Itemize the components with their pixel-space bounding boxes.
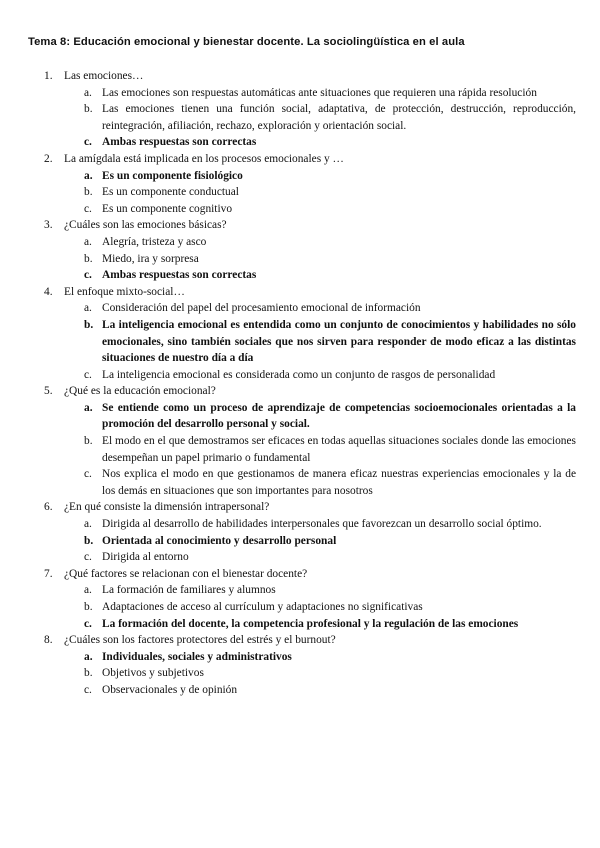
option-list [64, 168, 576, 218]
answer-option [64, 300, 576, 317]
question-item [44, 383, 576, 499]
correct-option [64, 317, 576, 367]
option-letter: a. [84, 302, 92, 315]
option-text: Adaptaciones de acceso al currículum y adaptaciones no significativas [102, 601, 423, 613]
answer-option [64, 466, 576, 499]
question-number: 4. [44, 285, 53, 298]
option-text: Orientada al conocimiento y desarrollo personal [102, 534, 337, 547]
option-text: La inteligencia emocional es entendida como un conjunto de conocimientos y habilidades no sólo emocionales, sino también sociales que nos sirven para responder de modo eficaz a las distintas situaciones de nuestro día a día [102, 318, 576, 365]
answer-option [64, 599, 576, 616]
question-text: El enfoque mixto-social… [64, 285, 185, 298]
option-letter: b. [84, 186, 93, 199]
option-text: Observacionales y de opinión [102, 683, 238, 696]
option-letter: b. [84, 103, 93, 116]
answer-option [64, 101, 576, 134]
question-item [44, 68, 576, 151]
option-letter: c. [84, 368, 92, 381]
option-list [64, 85, 576, 151]
option-text: La formación de familiares y alumnos [102, 584, 276, 597]
answer-option [64, 234, 576, 251]
option-list [64, 400, 576, 500]
option-text: Es un componente fisiológico [102, 169, 243, 182]
option-letter: c. [84, 617, 92, 630]
option-letter: b. [84, 667, 93, 680]
question-number: 6. [44, 501, 53, 514]
option-text: Se entiende como un proceso de aprendizaje de competencias socioemocionales orientadas a la promoción del desarrollo personal y social. [102, 401, 576, 431]
option-text: Nos explica el modo en que gestionamos de manera eficaz nuestras experiencias emocionales y la de los demás en situaciones que son importantes para nosotros [102, 468, 576, 497]
correct-option [64, 168, 576, 185]
option-text: Alegría, tristeza y asco [102, 235, 207, 248]
document-title: Tema 8: Educación emocional y bienestar docente. La sociolingüística en el aula [28, 36, 465, 48]
correct-option [64, 267, 576, 284]
correct-option [64, 649, 576, 666]
option-letter: b. [84, 534, 94, 547]
option-letter: a. [84, 650, 93, 663]
question-item [44, 499, 576, 565]
option-text: Dirigida al desarrollo de habilidades interpersonales que favorezcan un desarrollo social óptimo. [102, 518, 542, 531]
option-text: La inteligencia emocional es considerada como un conjunto de rasgos de personalidad [102, 368, 496, 381]
question-item [44, 632, 576, 698]
question-text: ¿Cuáles son los factores protectores del estrés y el burnout? [64, 634, 336, 647]
option-letter: b. [84, 601, 93, 613]
answer-option [64, 85, 576, 102]
option-list [64, 582, 576, 632]
correct-option [64, 616, 576, 633]
answer-option [64, 682, 576, 699]
option-list [64, 649, 576, 699]
answer-option [64, 433, 576, 466]
option-letter: a. [84, 401, 93, 414]
question-number: 5. [44, 385, 53, 398]
answer-option [64, 251, 576, 268]
option-text: Ambas respuestas son correctas [102, 269, 257, 282]
option-text: Individuales, sociales y administrativos [102, 650, 292, 663]
option-letter: a. [84, 518, 92, 531]
option-text: Es un componente conductual [102, 186, 239, 199]
option-letter: a. [84, 235, 92, 248]
question-number: 1. [44, 70, 53, 82]
option-text: Las emociones tienen una función social, adaptativa, de protección, destrucción, reproducción, reintegración, afiliación, rechazo, exploración y orientación social. [102, 103, 576, 132]
option-letter: c. [84, 468, 92, 481]
answer-option [64, 184, 576, 201]
option-text: Dirigida al entorno [102, 551, 189, 564]
option-letter: c. [84, 202, 92, 215]
question-number: 2. [44, 152, 53, 165]
answer-option [64, 367, 576, 384]
question-text: ¿Qué factores se relacionan con el bienestar docente? [64, 567, 308, 580]
option-letter: b. [84, 252, 93, 265]
question-list [44, 68, 576, 699]
correct-option [64, 533, 576, 550]
question-item [44, 284, 576, 384]
option-text: Ambas respuestas son correctas [102, 136, 257, 149]
question-item [44, 566, 576, 632]
option-text: La formación del docente, la competencia profesional y la regulación de las emociones [102, 617, 519, 630]
question-text: ¿Qué es la educación emocional? [64, 385, 216, 398]
question-number: 3. [44, 219, 53, 232]
correct-option [64, 400, 576, 433]
answer-option [64, 582, 576, 599]
question-text: La amígdala está implicada en los procesos emocionales y … [64, 152, 344, 165]
question-number: 7. [44, 567, 53, 580]
answer-option [64, 549, 576, 566]
option-letter: c. [84, 683, 92, 696]
correct-option [64, 134, 576, 151]
option-letter: c. [84, 136, 92, 149]
answer-option [64, 516, 576, 533]
option-text: Es un componente cognitivo [102, 202, 233, 215]
option-letter: a. [84, 584, 92, 597]
option-letter: a. [84, 86, 92, 99]
question-item [44, 217, 576, 283]
option-letter: b. [84, 318, 94, 331]
question-text: ¿Cuáles son las emociones básicas? [64, 219, 227, 232]
option-text: El modo en el que demostramos ser eficaces en todas aquellas situaciones sociales donde las emociones desempeñan un papel primario o fundamental [102, 435, 576, 464]
question-text: Las emociones… [64, 70, 144, 82]
answer-option [64, 201, 576, 218]
option-letter: c. [84, 551, 92, 564]
option-text: Consideración del papel del procesamiento emocional de información [102, 302, 421, 315]
question-text: ¿En qué consiste la dimensión intrapersonal? [64, 501, 270, 514]
option-list [64, 234, 576, 284]
option-list [64, 300, 576, 383]
question-number: 8. [44, 634, 53, 647]
option-letter: b. [84, 435, 93, 448]
option-text: Objetivos y subjetivos [102, 667, 204, 680]
answer-option [64, 665, 576, 682]
question-item [44, 151, 576, 217]
option-text: Las emociones son respuestas automáticas ante situaciones que requieren una rápida resolución [102, 86, 537, 99]
option-letter: c. [84, 269, 92, 282]
option-letter: a. [84, 169, 93, 182]
option-list [64, 516, 576, 566]
option-text: Miedo, ira y sorpresa [102, 252, 199, 265]
